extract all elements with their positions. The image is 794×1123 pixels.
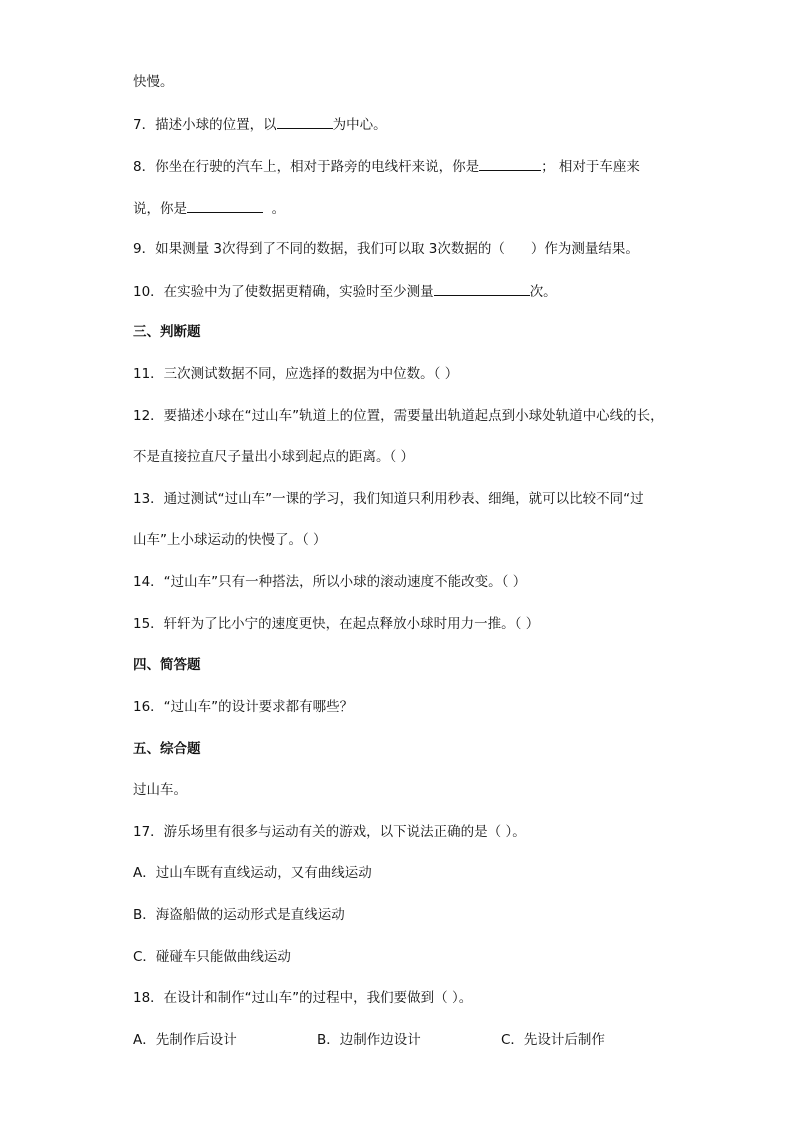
question-8-text-cont: 说，你是: [133, 201, 187, 217]
question-18: [133, 989, 472, 1007]
question-17-option-c[interactable]: [133, 948, 291, 966]
question-12: [133, 407, 664, 425]
answer-blank[interactable]: [277, 115, 333, 129]
question-12-continued: [133, 448, 414, 466]
question-12-text-cont: 不是直接拉直尺子量出小球到起点的距离。（ ）: [133, 449, 415, 465]
question-13-text: 13．通过测试“过山车”一课的学习，我们知道只利用秒表、细绳，就可以比较不同“过: [133, 491, 644, 507]
section-title: 四、简答题: [133, 657, 201, 673]
question-17: [133, 823, 526, 841]
section-intro: [133, 781, 187, 799]
section-heading-short-answer: [133, 656, 201, 674]
question-13-text-cont: 山车”上小球运动的快慢了。（ ）: [133, 532, 327, 548]
question-16: [133, 698, 353, 716]
answer-blank[interactable]: [187, 199, 263, 213]
option-text: A．过山车既有直线运动，又有曲线运动: [133, 865, 372, 881]
question-8-text-end: 。: [271, 201, 286, 217]
question-8-text: 8．你坐在行驶的汽车上，相对于路旁的电线杆来说，你是: [133, 159, 480, 175]
option-text: C．碰碰车只能做曲线运动: [133, 949, 291, 965]
question-11-text: 11．三次测试数据不同，应选择的数据为中位数。（ ）: [133, 366, 459, 382]
question-9: [133, 240, 639, 258]
question-14-text: 14．“过山车”只有一种搭法，所以小球的滚动速度不能改变。（ ）: [133, 574, 527, 590]
question-16-text: 16．“过山车”的设计要求都有哪些？: [133, 699, 354, 715]
question-9-text-end: ）作为测量结果。: [530, 241, 639, 257]
question-17-option-a[interactable]: [133, 864, 372, 882]
question-13-continued: [133, 531, 327, 549]
text: 快慢。: [133, 74, 174, 90]
question-18-option-a[interactable]: [133, 1031, 237, 1049]
section-heading-judgement: [133, 323, 201, 341]
section-title: 五、综合题: [133, 741, 201, 757]
question-17-option-b[interactable]: [133, 906, 345, 924]
option-text: C．先设计后制作: [501, 1032, 605, 1048]
question-9-text: 9．如果测量 3次得到了不同的数据，我们可以取 3次数据的（: [133, 241, 505, 257]
question-10: [133, 282, 557, 301]
question-17-text: 17．游乐场里有很多与运动有关的游戏，以下说法正确的是（ ）。: [133, 824, 526, 840]
question-15: [133, 615, 539, 633]
question-14: [133, 573, 526, 591]
section-title: 三、判断题: [133, 324, 201, 340]
question-7-text: 7．描述小球的位置，以: [133, 117, 277, 133]
intro-text: 过山车。: [133, 782, 187, 798]
question-7: [133, 115, 387, 134]
question-18-option-b[interactable]: [317, 1031, 421, 1049]
question-12-text: 12．要描述小球在“过山车”轨道上的位置，需要量出轨道起点到小球处轨道中心线的长，: [133, 408, 664, 424]
question-18-option-c[interactable]: [501, 1031, 605, 1049]
option-text: A．先制作后设计: [133, 1032, 237, 1048]
question-11: [133, 365, 458, 383]
question-18-text: 18．在设计和制作“过山车”的过程中，我们要做到（ ）。: [133, 990, 473, 1006]
section-heading-comprehensive: [133, 740, 201, 758]
question-7-text-end: 为中心。: [332, 117, 387, 133]
continued-text: [133, 73, 174, 91]
option-text: B．边制作边设计: [317, 1032, 421, 1048]
answer-blank[interactable]: [479, 157, 541, 171]
question-8: [133, 157, 640, 176]
question-10-text: 10．在实验中为了使数据更精确，实验时至少测量: [133, 284, 434, 300]
question-8-text-mid: ； 相对于车座来: [541, 159, 640, 175]
answer-blank[interactable]: [434, 282, 530, 296]
option-text: B．海盗船做的运动形式是直线运动: [133, 907, 345, 923]
question-10-text-end: 次。: [529, 284, 557, 300]
question-8-continued: [133, 199, 285, 218]
question-15-text: 15．轩轩为了比小宁的速度更快，在起点释放小球时用力一推。（ ）: [133, 616, 540, 632]
question-13: [133, 490, 644, 508]
